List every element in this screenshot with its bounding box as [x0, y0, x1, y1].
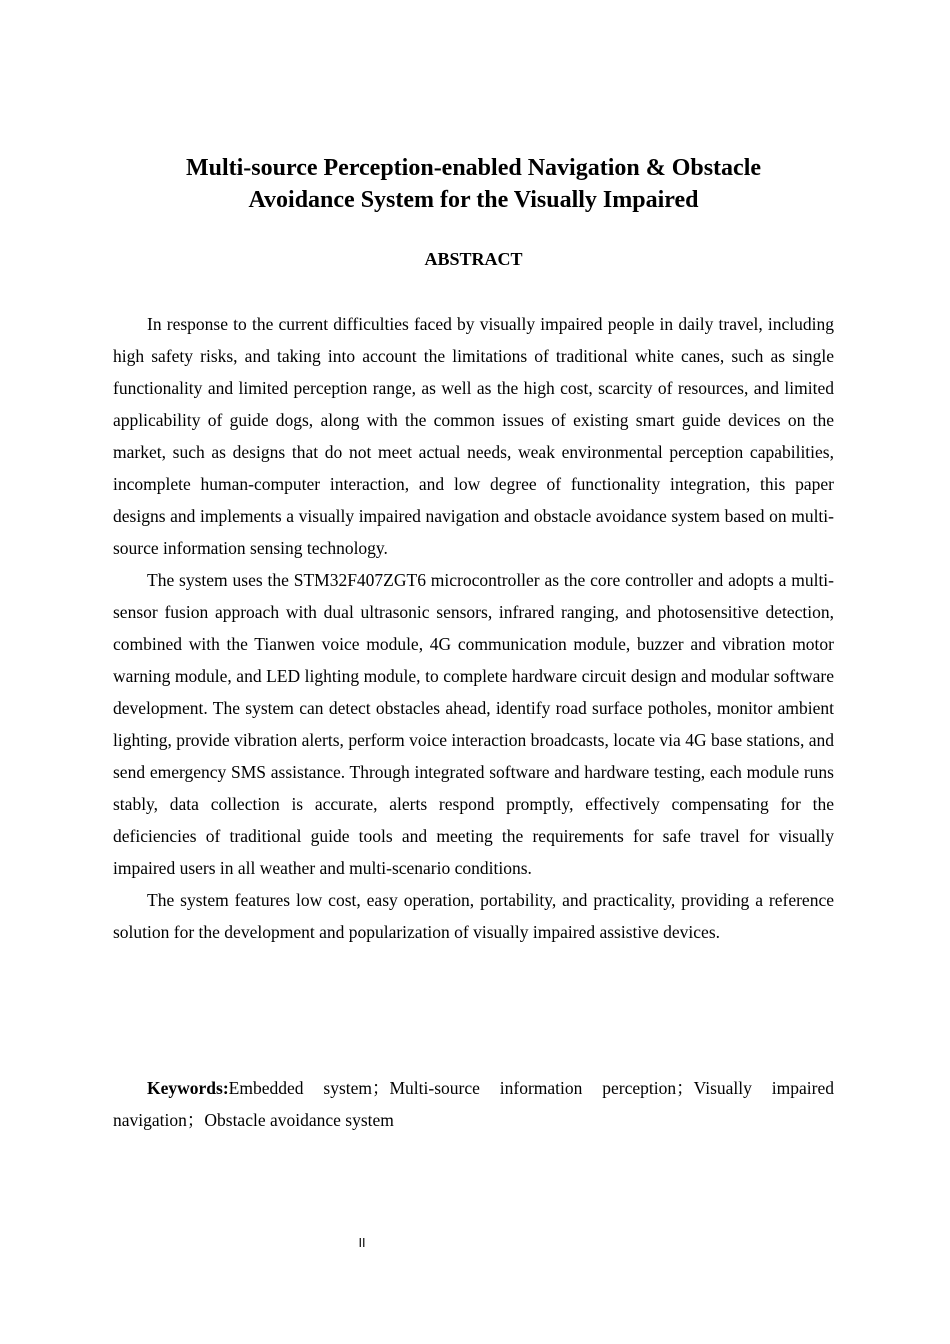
keywords-text: Embedded system；Multi-source information perception；Visually impaired navigation；Obstacle avoidance system: [113, 1078, 834, 1130]
paper-title-line-2: Avoidance System for the Visually Impaired: [248, 187, 699, 213]
keywords-label: Keywords:: [147, 1078, 229, 1098]
abstract-paragraph-2: The system uses the STM32F407ZGT6 microcontroller as the core controller and adopts a multi-sensor fusion approach with dual ultrasonic sensors, infrared ranging, and photosensitive detection, combined with the Tianwen voice module, 4G communication module, buzzer and vibration motor warning module, and LED lighting module, to complete hardware circuit design and modular software development. The system can detect obstacles ahead, identify road surface potholes, monitor ambient lighting, provide vibration alerts, perform voice interaction broadcasts, locate via 4G base stations, and send emergency SMS assistance. Through integrated software and hardware testing, each module runs stably, data collection is accurate, alerts respond promptly, effectively compensating for the deficiencies of traditional guide tools and meeting the requirements for safe travel for visually impaired users in all weather and multi-scenario conditions.: [113, 570, 834, 878]
paper-title-line-1: Multi-source Perception-enabled Navigation & Obstacle: [185, 155, 762, 181]
keywords: [113, 1072, 834, 1136]
abstract-paragraph-3: The system features low cost, easy operation, portability, and practicality, providing a reference solution for the development and popularization of visually impaired assistive devices.: [113, 890, 834, 942]
paper-title: [113, 152, 834, 216]
page-number: II: [358, 1236, 366, 1250]
abstract-heading: ABSTRACT: [424, 249, 523, 269]
abstract-paragraph-1: In response to the current difficulties faced by visually impaired people in daily travel, including high safety risks, and taking into account the limitations of traditional white canes, such as single functionality and limited perception range, as well as the high cost, scarcity of resources, and limited applicability of guide dogs, along with the common issues of existing smart guide devices on the market, such as designs that do not meet actual needs, weak environmental perception capabilities, incomplete human-computer interaction, and low degree of functionality integration, this paper designs and implements a visually impaired navigation and obstacle avoidance system based on multi-source information sensing technology.: [113, 314, 834, 558]
abstract-body: [113, 308, 834, 948]
